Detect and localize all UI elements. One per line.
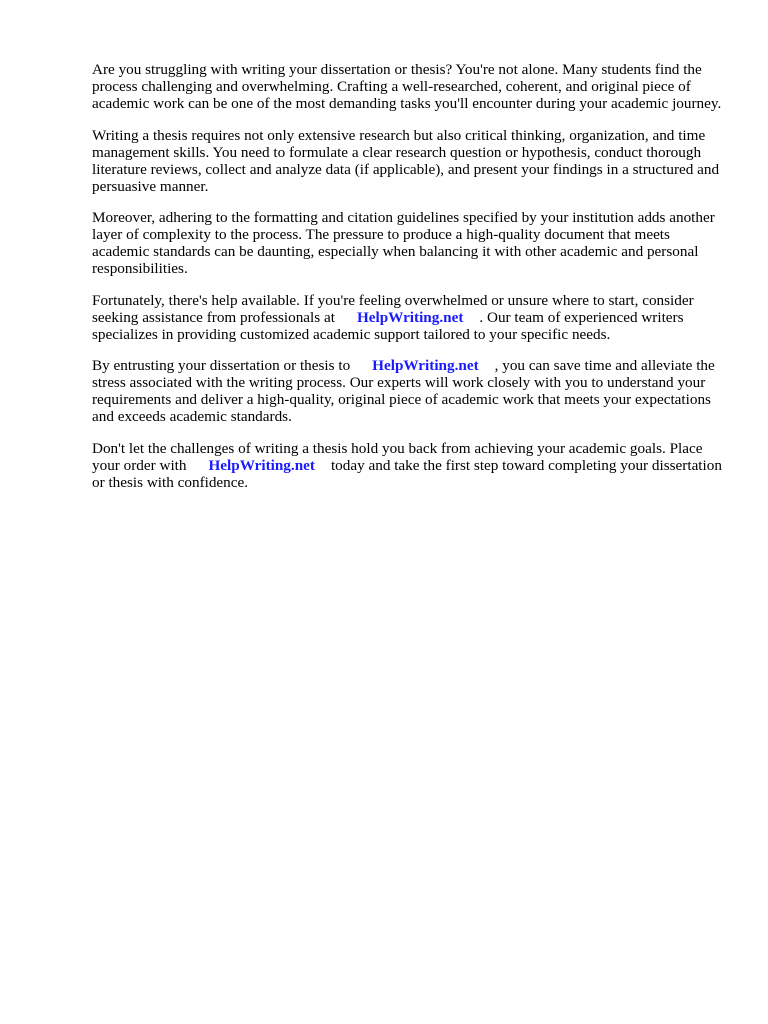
paragraph-intro: Are you struggling with writing your dissertation or thesis? You're not alone. Many students find the process challenging and overwhelming. Crafting a well-researched, coherent, and original piece of academic work can be one of the most demanding tasks you'll encounter during your academic journey.	[92, 61, 722, 112]
paragraph-text: , you can save time and alleviate the stress associated with the writing process. Our experts will work closely with you to understand your requirements and deliver a high-quality, original piece of academic work that meets your expectations and exceeds academic standards.	[92, 357, 715, 425]
helpwriting-link[interactable]: HelpWriting.net	[372, 357, 479, 374]
paragraph-text: Fortunately, there's help available. If you're feeling overwhelmed or unsure where to start, consider seeking assistance from professionals at	[92, 291, 694, 326]
paragraph-help-available	[92, 292, 724, 343]
paragraph-text: today and take the first step toward completing your dissertation or thesis with confidence.	[92, 456, 722, 491]
paragraph-text: Don't let the challenges of writing a thesis hold you back from achieving your academic goals. Place your order with	[92, 439, 703, 474]
document-body	[92, 61, 724, 505]
helpwriting-link[interactable]: HelpWriting.net	[356, 308, 464, 326]
paragraph-call-to-action	[92, 440, 724, 491]
paragraph-text: . Our team of experienced writers specializes in providing customized academic support tailored to your specific needs.	[92, 308, 684, 343]
paragraph-thesis-requirements: Writing a thesis requires not only extensive research but also critical thinking, organization, and time management skills. You need to formulate a clear research question or hypothesis, conduct thorough literature reviews, collect and analyze data (if applicable), and present your findings in a structured and persuasive manner.	[92, 126, 720, 195]
helpwriting-link[interactable]: HelpWriting.net	[208, 456, 315, 474]
paragraph-entrusting	[92, 357, 724, 425]
paragraph-formatting: Moreover, adhering to the formatting and citation guidelines specified by your institution adds another layer of complexity to the process. The pressure to produce a high-quality document that meets academic standards can be daunting, especially when balancing it with other academic and personal responsibilities.	[92, 209, 715, 277]
paragraph-text: By entrusting your dissertation or thesis to	[92, 357, 351, 374]
